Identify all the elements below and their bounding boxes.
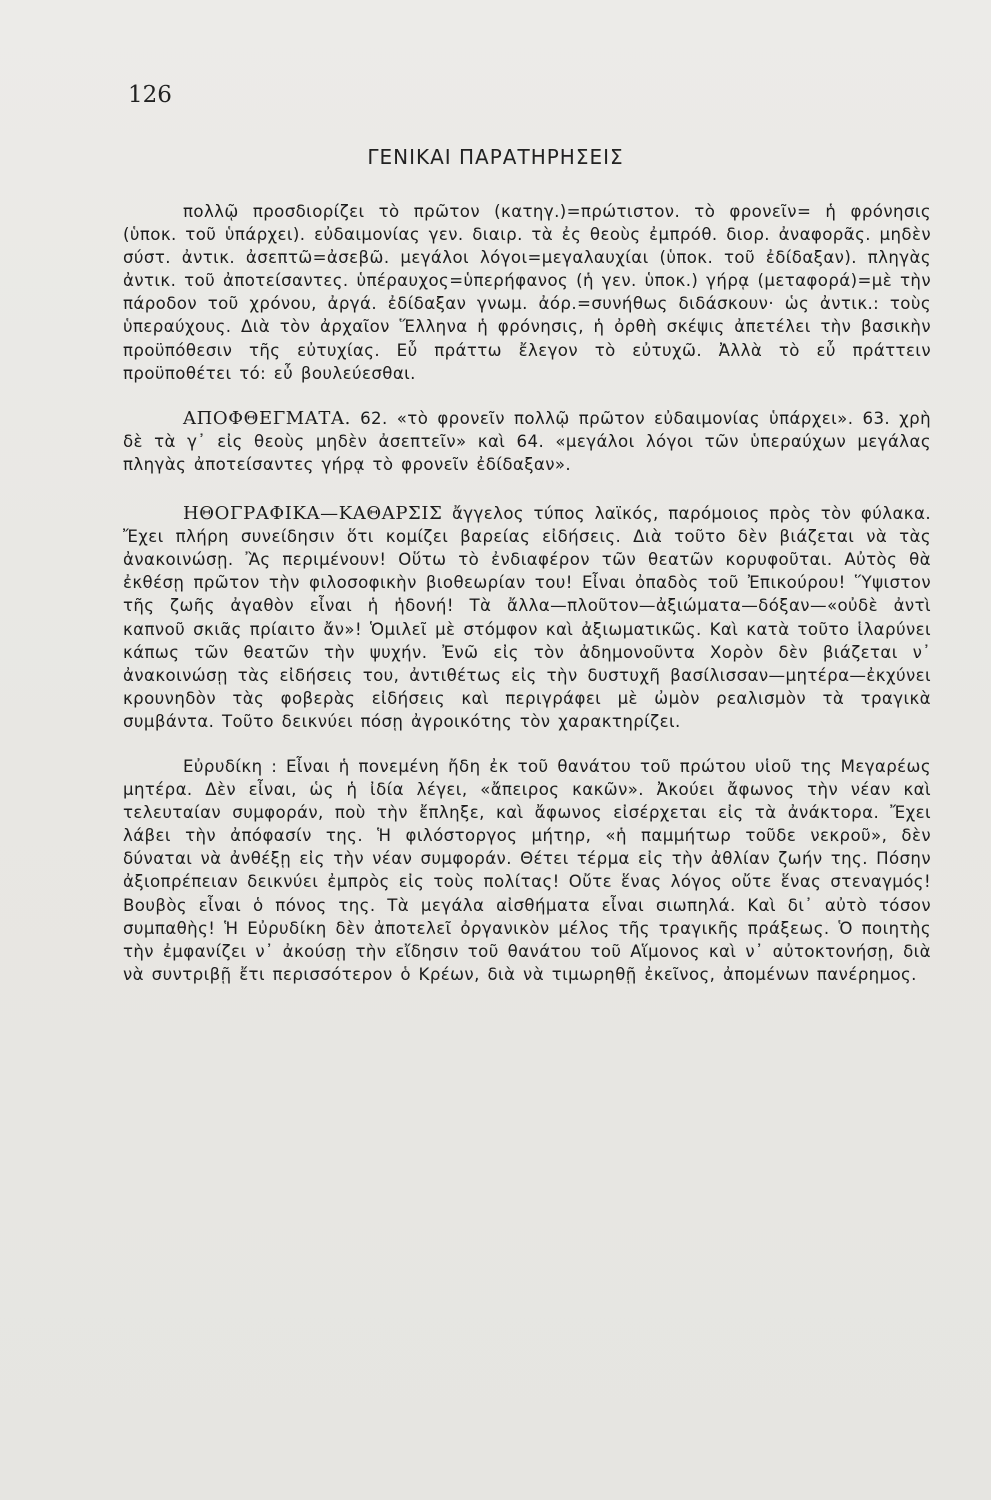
section-gap [123,476,931,502]
apophthegms-heading: ΑΠΟΦΘΕΓΜΑΤΑ. [183,407,351,429]
ethography-paragraph [123,502,931,733]
eurydice-label: Εὐρυδίκη : [183,756,278,776]
apophthegms-text: 62. «τὸ φρονεῖν πολλῷ πρῶτον εὐδαιμονίας ὑπάρχει». 63. χρὴ δὲ τὰ γ᾿ εἰς θεοὺς μηδὲν ἀσεπτεῖν» καὶ 64. «μεγάλοι λόγοι τῶν ὑπεραύχων μεγάλας πληγὰς ἀποτείσαντες γήρᾳ τὸ φρονεῖν ἐδίδαξαν». [123,408,932,474]
eurydice-text: Εἶναι ἡ πονεμένη ἤδη ἐκ τοῦ θανάτου τοῦ πρώτου υἱοῦ της Μεγαρέως μητέρα. Δὲν εἶναι, ὡς ἡ ἰδία λέγει, «ἄπειρος κακῶν». Ἀκούει ἄφωνος τὴν νέαν καὶ τελευταίαν συμφοράν, ποὺ τὴν ἔπληξε, καὶ ἄφωνος εἰσέρχεται εἰς τὰ ἀνάκτορα. Ἔχει λάβει τὴν ἀπόφασίν της. Ἡ φιλόστοργος μήτηρ, «ἡ παμμήτωρ τοῦδε νεκροῦ», δὲν δύναται νὰ ἀνθέξῃ εἰς τὴν νέαν συμφοράν. Θέτει τέρμα εἰς τὴν ἀθλίαν ζωήν της. Πόσην ἀξιοπρέπειαν δεικνύει ἐμπρὸς εἰς τοὺς πολίτας! Οὔτε ἕνας λόγος οὔτε ἕνας στεναγμός! Βουβὸς εἶναι ὁ πόνος της. Τὰ μεγάλα αἰσθήματα εἶναι σιωπηλά. Καὶ δι᾿ αὐτὸ τόσον συμπαθὴς! Ἡ Εὐρυδίκη δὲν ἀποτελεῖ ὀργανικὸν μέλος τῆς τραγικῆς πράξεως. Ὁ ποιητὴς τὴν ἐμφανίζει ν᾿ ἀκούσῃ τὴν εἴδησιν τοῦ θανάτου τοῦ Αἵμονος καὶ ν᾿ αὐτοκτονήσῃ, διὰ νὰ συντριβῇ ἔτι περισσότερον ὁ Κρέων, διὰ νὰ τιμωρηθῇ ἐκεῖνος, ἀπομένων πανέρημος. [123,756,931,984]
running-head: ΓΕΝΙΚΑΙ ΠΑΡΑΤΗΡΗΣΕΙΣ [367,145,624,169]
eurydice-paragraph [123,755,931,986]
ethography-heading: ΗΘΟΓΡΑΦΙΚΑ—ΚΑΘΑΡΣΙΣ [183,503,443,525]
notes-text: πολλῷ προσδιορίζει τὸ πρῶτον (κατηγ.)=πρώτιστον. τὸ φρονεῖν= ἡ φρόνησις (ὑποκ. τοῦ ὑπάρχει). εὐδαιμονίας γεν. διαιρ. τὰ ἐς θεοὺς ἐμπρόθ. διορ. ἀναφορᾶς. μηδὲν σύστ. ἀντικ. ἀσεπτῶ=ἀσεβῶ. μεγάλοι λόγοι=μεγαλαυχίαι (ὑποκ. τοῦ ἐδίδαξαν). πληγὰς ἀντικ. τοῦ ἀποτείσαντες. ὑπέραυχος=ὑπερήφανος (ἡ γεν. ὑποκ.) γήρᾳ (μεταφορά)=μὲ τὴν πάροδον τοῦ χρόνου, ἀργά. ἐδίδαξαν γνωμ. ἀόρ.=συνήθως διδάσκουν· ὡς ἀντικ.: τοὺς ὑπεραύχους. Διὰ τὸν ἀρχαῖον Ἕλληνα ἡ φρόνησις, ἡ ὀρθὴ σκέψις ἀπετέλει τὴν βασικὴν προϋπόθεσιν τῆς εὐτυχίας. Εὖ πράττω ἔλεγον τὸ εὐτυχῶ. Ἀλλὰ τὸ εὖ πράττειν προϋποθέτει τό: εὖ βουλεύεσθαι. [123,202,931,383]
section-gap [123,385,931,407]
notes-paragraph [123,200,931,385]
section-gap [123,733,931,755]
page-number: 126 [128,82,172,108]
apophthegms-paragraph [123,407,931,476]
page-body [123,200,931,986]
ethography-text: ἄγγελος τύπος λαϊκός, παρόμοιος πρὸς τὸν φύλακα. Ἔχει πλήρη συνείδησιν ὅτι κομίζει βαρείας εἰδήσεις. Διὰ τοῦτο δὲν βιάζεται νὰ τὰς ἀνακοινώσῃ. Ἂς περιμένουν! Οὕτω τὸ ἐνδιαφέρον τῶν θεατῶν κορυφοῦται. Αὐτὸς θὰ ἐκθέσῃ πρῶτον τὴν φιλοσοφικὴν βιοθεωρίαν του! Εἶναι ὀπαδὸς τοῦ Ἐπικούρου! Ὕψιστον τῆς ζωῆς ἀγαθὸν εἶναι ἡ ἡδονή! Τὰ ἄλλα—πλοῦτον—ἀξιώματα—δόξαν—«οὐδὲ ἀντὶ καπνοῦ σκιᾶς πρίαιτο ἄν»! Ὁμιλεῖ μὲ στόμφον καὶ ἀξιωματικῶς. Καὶ κατὰ τοῦτο ἱλαρύνει κάπως τῶν θεατῶν τὴν ψυχήν. Ἐνῶ εἰς τὸν ἀδημονοῦντα Χορὸν δὲν βιάζεται ν᾿ ἀνακοινώσῃ τὰς εἰδήσεις του, ἀντιθέτως εἰς τὴν δυστυχῆ βασίλισσαν—μητέρα—ἐκχύνει κρουνηδὸν τὰς φοβερὰς εἰδήσεις καὶ περιγράφει μὲ ὠμὸν ρεαλισμὸν τὰ τραγικὰ συμβάντα. Τοῦτο δεικνύει πόσῃ ἀγροικότης τὸν χαρακτηρίζει. [123,504,931,731]
